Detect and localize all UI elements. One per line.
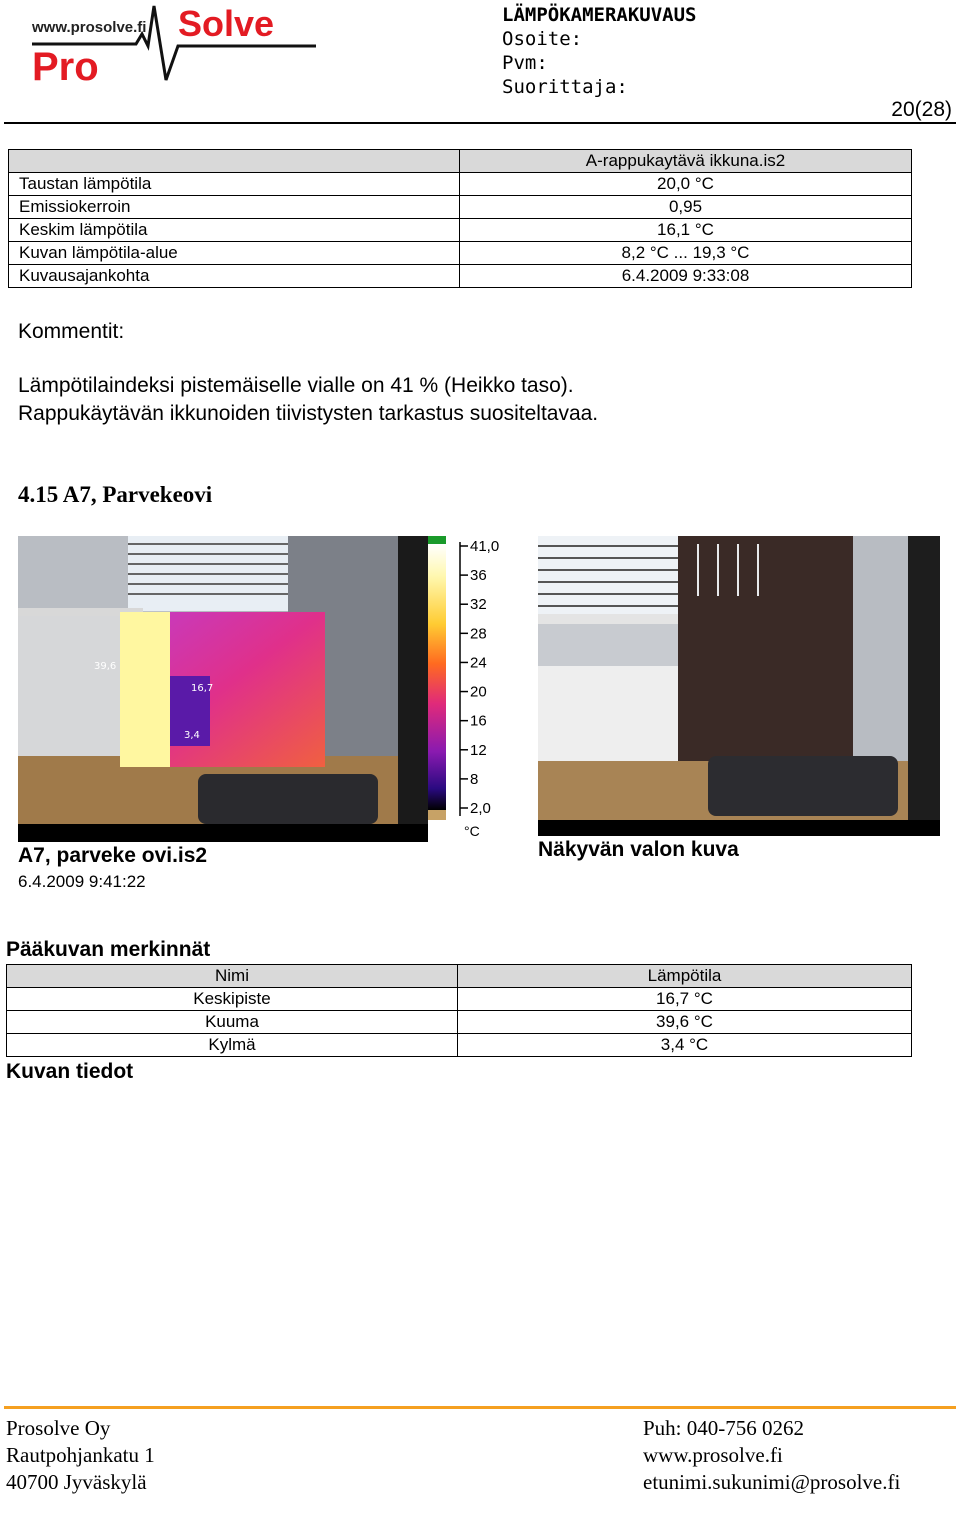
- scale-tick-label: 20: [470, 683, 487, 701]
- image-parameters-table: [8, 149, 912, 288]
- footer-phone: Puh: 040-756 0262: [643, 1416, 805, 1440]
- param-value: 20,0 °C: [460, 173, 912, 196]
- page-number: 20(28): [891, 98, 952, 121]
- table-row: [9, 219, 912, 242]
- scale-unit-label: °C: [464, 823, 480, 839]
- hot-spot-label: 39,6: [94, 661, 117, 672]
- footer-website-link[interactable]: www.prosolve.fi: [643, 1443, 783, 1467]
- param-value: 0,95: [460, 196, 912, 219]
- thermal-image-name: A7, parveke ovi.is2: [18, 844, 208, 867]
- param-label: Taustan lämpötila: [9, 173, 460, 196]
- table-row: [7, 1034, 912, 1057]
- main-marks-table: [6, 964, 912, 1057]
- table-row: [9, 196, 912, 219]
- logo-solve-text: Solve: [178, 4, 275, 44]
- table-row: [9, 242, 912, 265]
- performer-label: Suorittaja:: [502, 76, 628, 98]
- footer-company: Prosolve Oy: [6, 1416, 111, 1440]
- scale-tick-label: 24: [470, 654, 487, 672]
- cold-spot-label: 3,4: [184, 730, 200, 741]
- mark-name: Kylmä: [7, 1034, 458, 1057]
- main-marks-title: Pääkuvan merkinnät: [6, 938, 211, 961]
- footer-email-link[interactable]: etunimi.sukunimi@prosolve.fi: [643, 1470, 901, 1494]
- mark-name: Kuuma: [7, 1011, 458, 1034]
- logo-pro-text: Pro: [32, 45, 99, 86]
- name-column-header: Nimi: [7, 965, 458, 988]
- table-cell: [9, 150, 460, 173]
- param-label: Keskim lämpötila: [9, 219, 460, 242]
- table-row: [7, 1011, 912, 1034]
- mark-temperature: 39,6 °C: [458, 1011, 912, 1034]
- report-title: LÄMPÖKAMERAKUVAUS: [502, 4, 697, 26]
- scale-tick-label: 41,0: [470, 538, 500, 555]
- image-name-cell: A-rappukaytävä ikkuna.is2: [460, 150, 912, 173]
- table-header-row: [9, 150, 912, 173]
- image-info-title: Kuvan tiedot: [6, 1060, 134, 1083]
- table-row: [7, 988, 912, 1011]
- table-row: [9, 173, 912, 196]
- table-header-row: [7, 965, 912, 988]
- mark-temperature: 3,4 °C: [458, 1034, 912, 1057]
- section-title: 4.15 A7, Parvekeovi: [18, 482, 213, 507]
- scale-tick-label: 28: [470, 625, 487, 643]
- mark-temperature: 16,7 °C: [458, 988, 912, 1011]
- table-row: [9, 265, 912, 288]
- prosolve-logo: [28, 4, 318, 86]
- logo-url-text: www.prosolve.fi: [32, 19, 147, 36]
- comment-line: Lämpötilaindeksi pistemäiselle vialle on 41 % (Heikko taso).: [18, 374, 574, 397]
- footer-city: 40700 Jyväskylä: [6, 1470, 147, 1494]
- scale-tick-label: 8: [470, 770, 479, 788]
- scale-tick-label: 16: [470, 712, 487, 730]
- param-label: Kuvan lämpötila-alue: [9, 242, 460, 265]
- param-value: 16,1 °C: [460, 219, 912, 242]
- center-spot-label: 16,7: [191, 683, 214, 694]
- mark-name: Keskipiste: [7, 988, 458, 1011]
- header-divider: [4, 122, 956, 124]
- param-value: 8,2 °C ... 19,3 °C: [460, 242, 912, 265]
- visible-light-image: [538, 536, 940, 836]
- param-label: Emissiokerroin: [9, 196, 460, 219]
- scale-tick-label: 12: [470, 741, 487, 759]
- comment-line: Rappukäytävän ikkunoiden tiivistysten tarkastus suositeltavaa.: [18, 402, 599, 425]
- scale-tick-label: 36: [470, 567, 487, 585]
- scale-tick-label: 2,0: [470, 800, 491, 817]
- date-label: Pvm:: [502, 52, 548, 74]
- temperature-scale: [424, 536, 514, 842]
- temperature-column-header: Lämpötila: [458, 965, 912, 988]
- param-value: 6.4.2009 9:33:08: [460, 265, 912, 288]
- thermal-image-timestamp: 6.4.2009 9:41:22: [18, 872, 146, 891]
- footer-divider: [4, 1406, 956, 1409]
- scale-tick-label: 32: [470, 596, 487, 614]
- footer-street: Rautpohjankatu 1: [6, 1443, 155, 1467]
- param-label: Kuvausajankohta: [9, 265, 460, 288]
- comments-label: Kommentit:: [18, 320, 125, 343]
- address-label: Osoite:: [502, 28, 583, 50]
- visible-image-caption: Näkyvän valon kuva: [538, 838, 739, 861]
- thermal-image: [18, 536, 428, 842]
